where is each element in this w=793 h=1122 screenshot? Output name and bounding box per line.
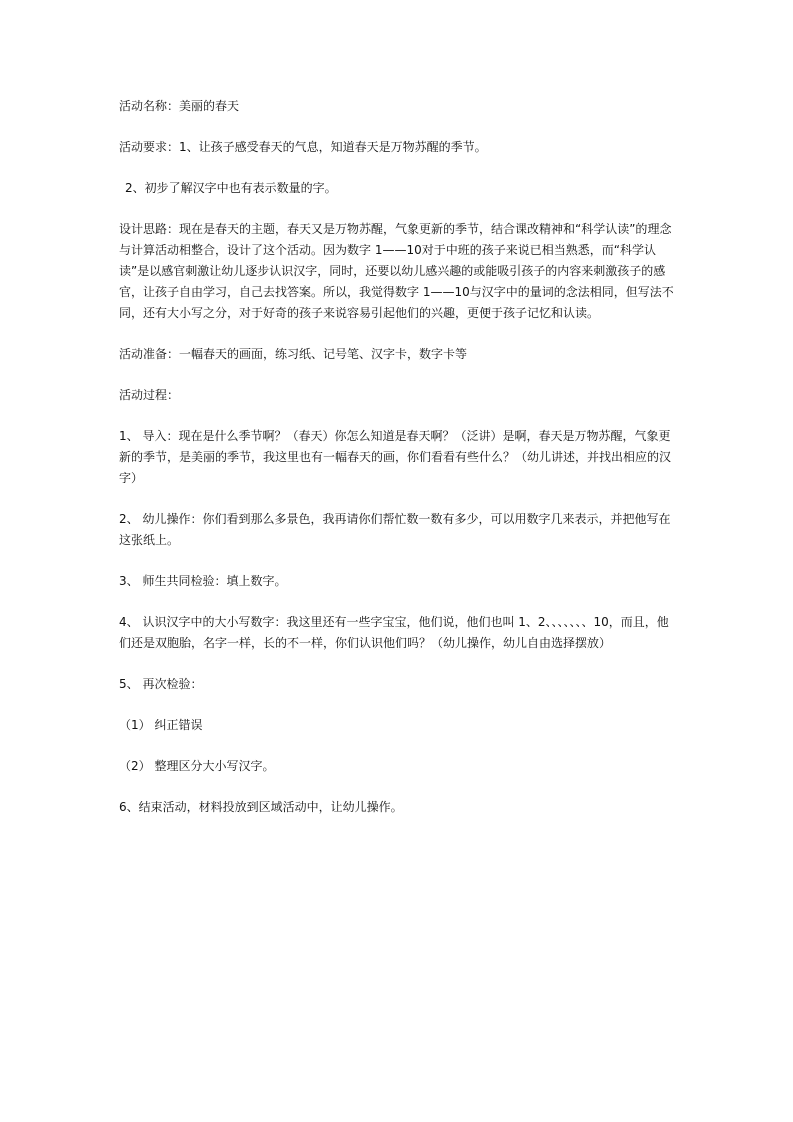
process-step-2: 2、 幼儿操作：你们看到那么多景色，我再请你们帮忙数一数有多少，可以用数字几来表示，并把他写在这张纸上。 — [119, 512, 671, 547]
process-step-5: 5、 再次检验： — [119, 677, 203, 691]
requirements-item-2: 2、初步了解汉字中也有表示数量的字。 — [125, 181, 337, 195]
preparation: 活动准备：一幅春天的画面，练习纸、记号笔、汉字卡，数字卡等 — [119, 347, 468, 361]
document-body — [119, 96, 679, 838]
process-step-5-sub-1: （1） 纠正错误 — [119, 718, 203, 732]
process-step-1: 1、 导入：现在是什么季节啊？（春天）你怎么知道是春天啊？（泛讲）是啊，春天是万物苏醒，气象更新的季节，是美丽的季节，我这里也有一幅春天的画，你们看看有些什么？（幼儿讲述，并找出相应的汉字） — [119, 429, 672, 485]
process-step-3: 3、 师生共同检验：填上数字。 — [119, 574, 287, 588]
process-step-5-sub-2: （2） 整理区分大小写汉字。 — [119, 759, 275, 773]
process-title: 活动过程： — [119, 388, 180, 402]
design-idea: 设计思路：现在是春天的主题，春天又是万物苏醒，气象更新的季节，结合课改精神和“科学认读”的理念与计算活动相整合，设计了这个活动。因为数字 1——10对于中班的孩子来说已相当熟悉，而“科学认读”是以感官刺激让幼儿逐步认识汉字，同时，还要以幼儿感兴趣的或能吸引孩子的内容来刺激孩子的感官，让孩子自由学习，自己去找答案。所以，我觉得数字 1——10与汉字中的量词的念法相同，但写法不同，还有大小写之分，对于好奇的孩子来说容易引起他们的兴趣，更便于孩子记忆和认读。 — [119, 222, 674, 320]
process-step-6: 6、结束活动，材料投放到区域活动中，让幼儿操作。 — [119, 800, 403, 814]
requirements-item-1: 活动要求：1、让孩子感受春天的气息，知道春天是万物苏醒的季节。 — [119, 140, 487, 154]
activity-name: 活动名称：美丽的春天 — [119, 99, 240, 113]
process-step-4: 4、 认识汉字中的大小写数字：我这里还有一些字宝宝，他们说，他们也叫 1、2、、、、、、、10，而且，他们还是双胞胎，名字一样，长的不一样，你们认识他们吗？（幼儿操作，幼儿自由选择摆放） — [119, 615, 669, 650]
